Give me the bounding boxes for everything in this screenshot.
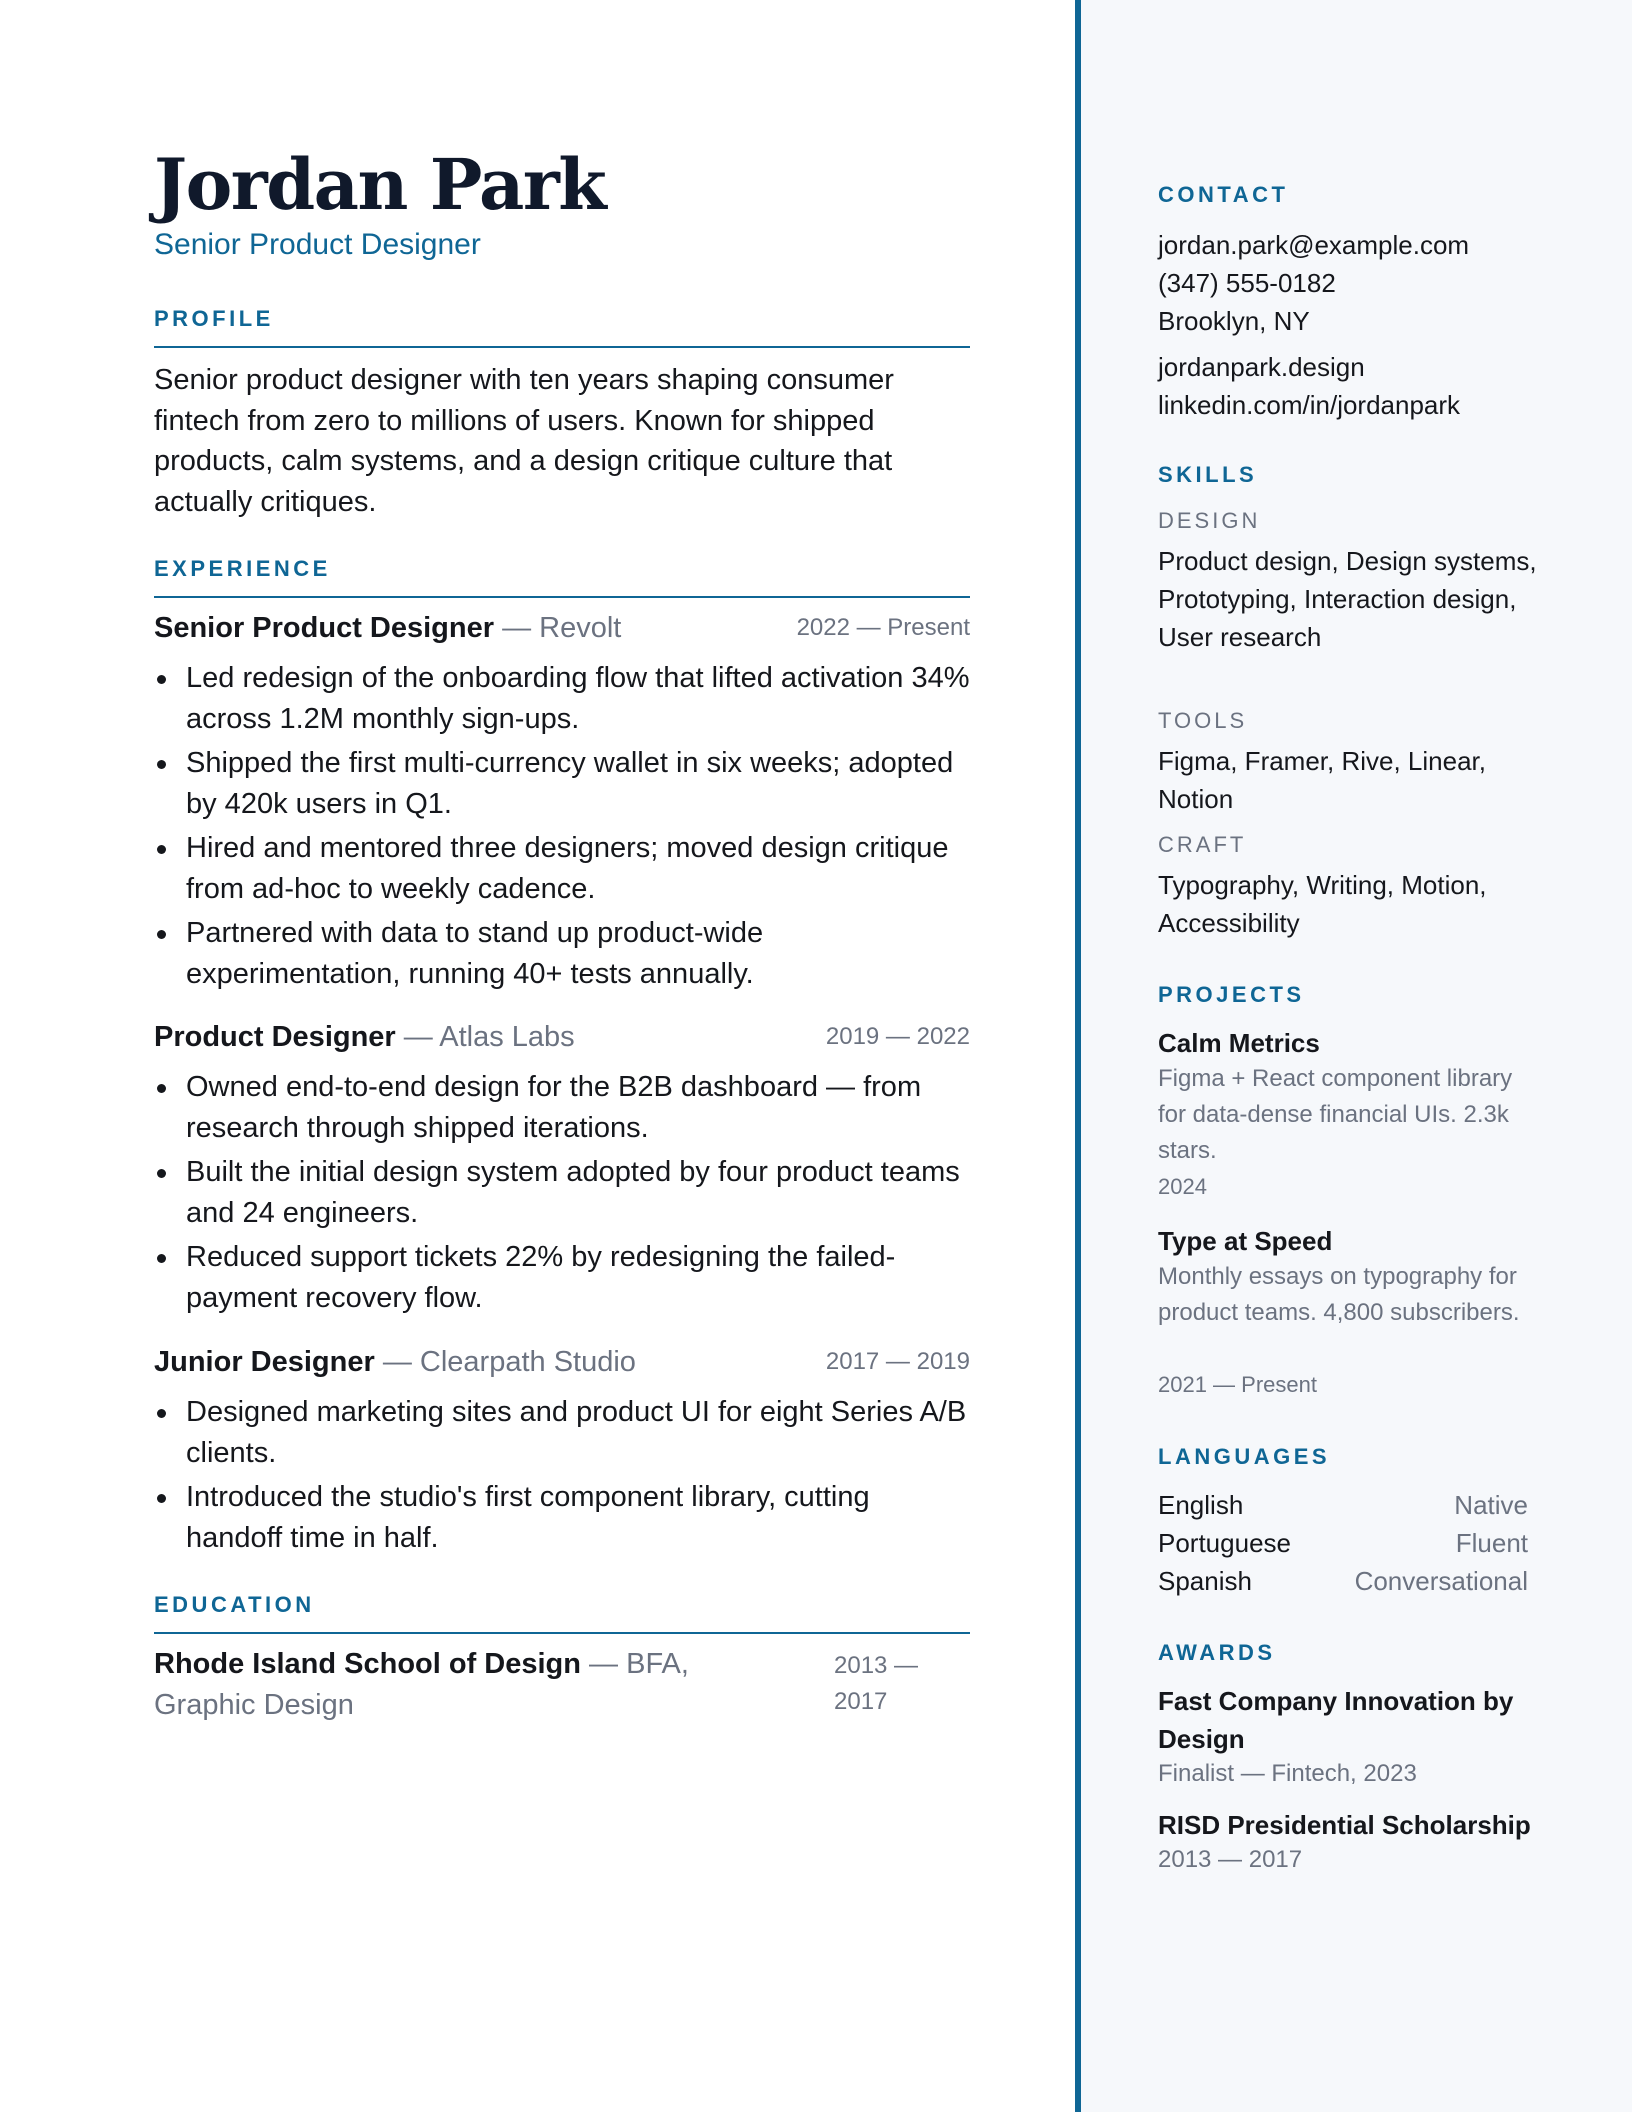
education-dates: 2013 — 2017 <box>834 1652 919 1715</box>
language-row <box>1158 1486 1528 1524</box>
resume-sidebar <box>1075 0 1632 2112</box>
section-title-profile: PROFILE <box>154 306 970 348</box>
job-header <box>154 1342 970 1382</box>
job-header <box>154 1017 970 1057</box>
language-level: Fluent <box>1455 1528 1528 1558</box>
language-row <box>1158 1524 1528 1562</box>
contact-location: Brooklyn, NY <box>1158 306 1310 336</box>
job-bullets <box>154 1392 970 1558</box>
job-organization: — Clearpath Studio <box>374 1346 636 1378</box>
job-bullet: Designed marketing sites and product UI for eight Series A/B clients. <box>154 1392 970 1473</box>
award-name: Fast Company Innovation by Design <box>1158 1686 1514 1754</box>
candidate-name: Jordan Park <box>154 143 606 226</box>
job-bullet: Partnered with data to stand up product-wide experimentation, running 40+ tests annually. <box>154 913 970 994</box>
sidebar-title-skills: SKILLS <box>1158 462 1258 487</box>
job-bullet: Owned end-to-end design for the B2B dashboard — from research through shipped iterations. <box>154 1067 970 1148</box>
project-date: 2024 <box>1158 1174 1207 1199</box>
language-level: Native <box>1454 1490 1528 1520</box>
job-header <box>154 608 970 648</box>
award-note: 2013 — 2017 <box>1158 1846 1303 1873</box>
language-row <box>1158 1562 1528 1600</box>
job-title: Senior Product Designer <box>154 612 495 644</box>
skill-group-items: Typography, Writing, Motion, Accessibility <box>1158 870 1487 938</box>
profile-text: Senior product designer with ten years shaping consumer fintech from zero to millions of users. Known for shipped products, calm systems, and a design critique culture that actually critiques. <box>154 364 894 518</box>
project-description: Monthly essays on typography for product teams. 4,800 subscribers. <box>1158 1263 1520 1326</box>
skill-group-label: DESIGN <box>1158 508 1261 533</box>
job-entry <box>154 1342 970 1562</box>
job-organization: — Revolt <box>494 612 622 644</box>
section-title-experience: EXPERIENCE <box>154 556 970 598</box>
sidebar-title-languages: LANGUAGES <box>1158 1444 1331 1469</box>
skill-group-items: Figma, Framer, Rive, Linear, Notion <box>1158 746 1486 814</box>
job-bullet: Shipped the first multi-currency wallet in six weeks; adopted by 420k users in Q1. <box>154 743 970 824</box>
skill-group-label: TOOLS <box>1158 708 1248 733</box>
job-bullet: Led redesign of the onboarding flow that lifted activation 34% across 1.2M monthly sign-ups. <box>154 658 970 739</box>
sidebar-title-awards: AWARDS <box>1158 1640 1276 1665</box>
job-entry <box>154 1017 970 1322</box>
project-date: 2021 — Present <box>1158 1372 1317 1397</box>
job-bullet: Introduced the studio's first component library, cutting handoff time in half. <box>154 1477 970 1558</box>
language-name: English <box>1158 1490 1244 1520</box>
sidebar-title-contact: CONTACT <box>1158 182 1289 207</box>
job-dates: 2019 — 2022 <box>825 1023 970 1050</box>
job-title: Product Designer <box>154 1021 396 1053</box>
job-bullets <box>154 1067 970 1318</box>
job-dates: 2017 — 2019 <box>825 1348 970 1375</box>
project-name: Calm Metrics <box>1158 1028 1320 1058</box>
candidate-role: Senior Product Designer <box>154 228 481 261</box>
sidebar-title-projects: PROJECTS <box>1158 982 1305 1007</box>
job-title: Junior Designer <box>154 1346 375 1378</box>
project-name: Type at Speed <box>1158 1226 1333 1256</box>
language-name: Spanish <box>1158 1566 1252 1596</box>
skill-group-label: CRAFT <box>1158 832 1247 857</box>
job-dates: 2022 — Present <box>796 614 970 641</box>
contact-linkedin: linkedin.com/in/jordanpark <box>1158 390 1461 420</box>
contact-email: jordan.park@example.com <box>1158 230 1470 260</box>
award-name: RISD Presidential Scholarship <box>1158 1810 1531 1840</box>
job-bullets <box>154 658 970 994</box>
project-description: Figma + React component library for data-dense financial UIs. 2.3k stars. <box>1158 1065 1513 1164</box>
job-bullet: Hired and mentored three designers; moved design critique from ad-hoc to weekly cadence. <box>154 828 970 909</box>
job-bullet: Built the initial design system adopted by four product teams and 24 engineers. <box>154 1152 970 1233</box>
job-organization: — Atlas Labs <box>395 1021 575 1053</box>
language-level: Conversational <box>1354 1566 1528 1596</box>
language-name: Portuguese <box>1158 1528 1291 1558</box>
education-school: Rhode Island School of Design <box>154 1648 581 1680</box>
award-note: Finalist — Fintech, 2023 <box>1158 1760 1417 1787</box>
education-main <box>154 1644 794 1725</box>
skill-group-items: Product design, Design systems, Prototyping, Interaction design, User research <box>1158 546 1537 652</box>
education-degree: — BFA, Graphic Design <box>154 1648 689 1721</box>
contact-phone: (347) 555-0182 <box>1158 268 1336 298</box>
section-title-education: EDUCATION <box>154 1592 970 1634</box>
job-bullet: Reduced support tickets 22% by redesigning the failed-payment recovery flow. <box>154 1237 970 1318</box>
contact-website: jordanpark.design <box>1158 352 1365 382</box>
education-entry <box>154 1644 970 1725</box>
job-entry <box>154 608 970 998</box>
